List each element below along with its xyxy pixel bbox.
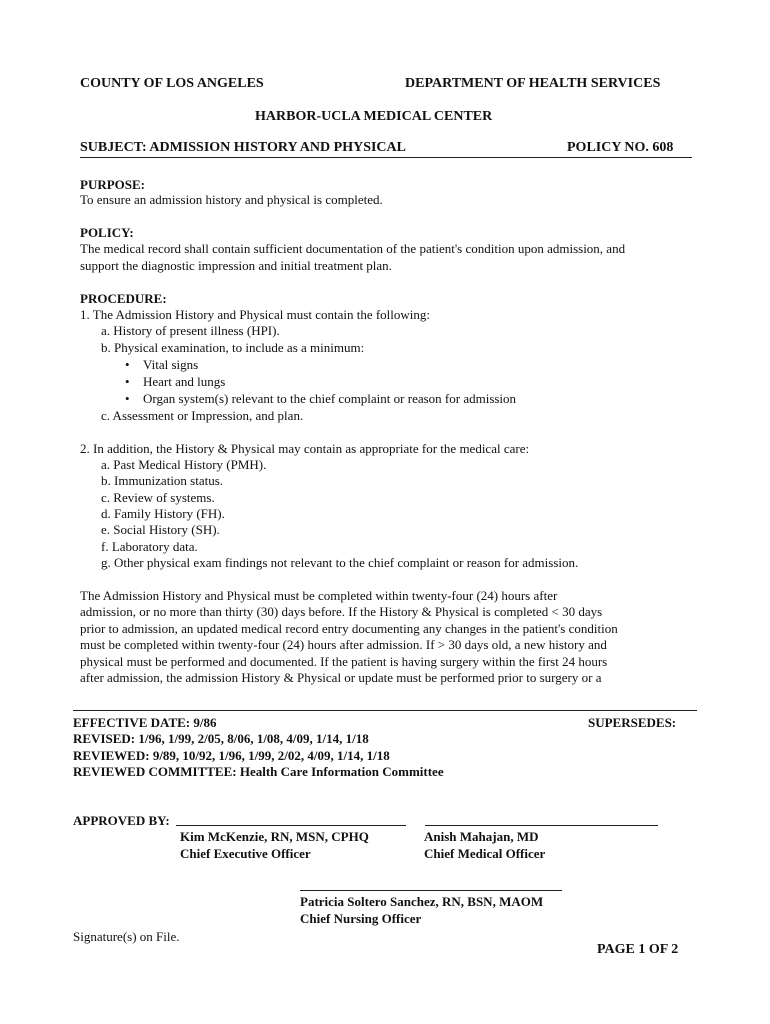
signer-title: Chief Nursing Officer — [300, 911, 422, 926]
procedure-subitem: e. Social History (SH). — [101, 522, 220, 537]
procedure-subitem: f. Laboratory data. — [101, 539, 198, 554]
page-number: PAGE 1 OF 2 — [597, 942, 679, 957]
reviewed-dates: REVIEWED: 9/89, 10/92, 1/96, 1/99, 2/02, 4/09, 1/14, 1/18 — [73, 748, 390, 763]
signer-name: Patricia Soltero Sanchez, RN, BSN, MAOM — [300, 894, 544, 909]
bullet-text: Heart and lungs — [143, 374, 226, 389]
procedure-subitem: a. History of present illness (HPI). — [101, 323, 280, 338]
bullet-item — [125, 390, 516, 407]
effective-date: EFFECTIVE DATE: 9/86 — [73, 715, 217, 730]
revised-dates: REVISED: 1/96, 1/99, 2/05, 8/06, 1/08, 4/09, 1/14, 1/18 — [73, 731, 369, 746]
procedure-subitem: b. Immunization status. — [101, 473, 224, 488]
procedure-item: 2. In addition, the History & Physical may contain as appropriate for the medical care: — [80, 441, 530, 456]
signature-line — [176, 825, 406, 826]
signatures-on-file: Signature(s) on File. — [73, 929, 180, 944]
signer-title: Chief Executive Officer — [180, 846, 311, 861]
center-name: HARBOR-UCLA MEDICAL CENTER — [255, 109, 493, 124]
signature-line — [300, 890, 562, 891]
subject-title: SUBJECT: ADMISSION HISTORY AND PHYSICAL — [80, 140, 406, 155]
policy-number: POLICY NO. 608 — [567, 140, 674, 155]
paragraph-line: after admission, the admission History & Physical or update must be performed prior to surgery or a — [80, 670, 602, 685]
signer-title: Chief Medical Officer — [424, 846, 546, 861]
bullet-item — [125, 356, 198, 373]
paragraph-line: prior to admission, an updated medical record entry documenting any changes in the patient's condition — [80, 621, 618, 636]
approved-by-label: APPROVED BY: — [73, 813, 170, 828]
signature-line — [425, 825, 658, 826]
bullet-text: Organ system(s) relevant to the chief complaint or reason for admission — [143, 391, 517, 406]
reviewed-committee: REVIEWED COMMITTEE: Health Care Information Committee — [73, 764, 444, 779]
paragraph-line: must be completed within twenty-four (24) hours after admission. If > 30 days old, a new history and — [80, 637, 607, 652]
bullet-text: Vital signs — [143, 357, 199, 372]
procedure-subitem: c. Assessment or Impression, and plan. — [101, 408, 304, 423]
purpose-text: To ensure an admission history and physical is completed. — [80, 192, 383, 207]
bullet-icon: • — [125, 357, 130, 372]
policy-text-line: support the diagnostic impression and initial treatment plan. — [80, 258, 392, 273]
signer-name: Anish Mahajan, MD — [424, 829, 539, 844]
procedure-subitem: b. Physical examination, to include as a minimum: — [101, 340, 365, 355]
paragraph-line: admission, or no more than thirty (30) days before. If the History & Physical is completed < 30 days — [80, 604, 603, 619]
purpose-heading: PURPOSE: — [80, 177, 145, 192]
bullet-icon: • — [125, 391, 130, 406]
header-rule — [80, 157, 692, 158]
paragraph-line: The Admission History and Physical must be completed within twenty-four (24) hours after — [80, 588, 558, 603]
department-name: DEPARTMENT OF HEALTH SERVICES — [405, 76, 661, 91]
supersedes-label: SUPERSEDES: — [588, 715, 677, 730]
bullet-item — [125, 373, 225, 390]
procedure-subitem: c. Review of systems. — [101, 490, 215, 505]
policy-heading: POLICY: — [80, 225, 134, 240]
procedure-subitem: g. Other physical exam findings not relevant to the chief complaint or reason for admission. — [101, 555, 579, 570]
policy-text-line: The medical record shall contain sufficient documentation of the patient's condition upon admission, and — [80, 241, 626, 256]
paragraph-line: physical must be performed and documented. If the patient is having surgery within the first 24 hours — [80, 654, 608, 669]
procedure-subitem: d. Family History (FH). — [101, 506, 225, 521]
signer-name: Kim McKenzie, RN, MSN, CPHQ — [180, 829, 369, 844]
procedure-subitem: a. Past Medical History (PMH). — [101, 457, 267, 472]
procedure-item: 1. The Admission History and Physical must contain the following: — [80, 307, 431, 322]
footer-rule — [73, 710, 697, 711]
county-name: COUNTY OF LOS ANGELES — [80, 76, 264, 91]
bullet-icon: • — [125, 374, 130, 389]
procedure-heading: PROCEDURE: — [80, 291, 167, 306]
